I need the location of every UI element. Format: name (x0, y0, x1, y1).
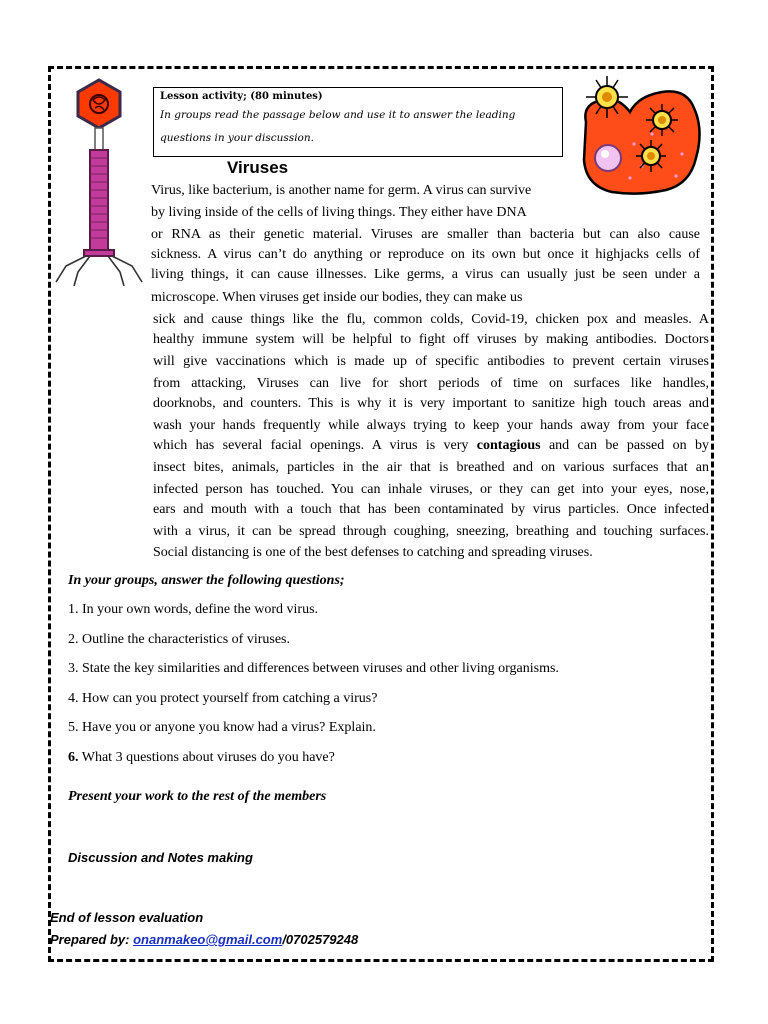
passage-line: healthy immune system will be helpful to fight off viruses by making antibodies. Doctors (153, 332, 709, 347)
virus-3 (636, 140, 666, 172)
passage-line: Virus, like bacterium, is another name for germ. A virus can survive (151, 183, 532, 198)
question-2: 2. Outline the characteristics of viruses. (68, 632, 290, 647)
question-4: 4. How can you protect yourself from catching a virus? (68, 691, 378, 706)
infected-cell-icon (578, 74, 708, 202)
phone-number: /0702579248 (282, 932, 359, 947)
lesson-activity-box (153, 87, 563, 157)
prepared-by-label: Prepared by: (50, 932, 134, 947)
question-6-text: What 3 questions about viruses do you have? (78, 750, 335, 765)
contagious-bold: contagious (476, 438, 541, 453)
passage-line: insect bites, animals, particles in the air that is breathed and on various surfaces that an (153, 460, 709, 475)
question-3: 3. State the key similarities and differences between viruses and other living organisms. (68, 661, 559, 676)
questions-heading: In your groups, answer the following questions; (68, 573, 345, 588)
evaluation-heading: End of lesson evaluation (50, 910, 204, 925)
passage-line: doorknobs, and counters. This is why it is very important to sanitize high touch areas and (153, 396, 709, 411)
passage-line: microscope. When viruses get inside our bodies, they can make us (151, 290, 523, 305)
passage-line: from attacking, Viruses can live for short periods of time on surfaces like handles, (153, 376, 709, 391)
email-link[interactable]: onanmakeo@gmail.com (133, 932, 283, 947)
instruction-line-1: In groups read the passage below and use it to answer the leading (160, 109, 516, 121)
passage-text: and can be passed on by (540, 438, 709, 453)
lesson-activity-heading: Lesson activity; (80 minutes) (160, 91, 323, 102)
passage-line: by living inside of the cells of living things. They either have DNA (151, 205, 527, 220)
passage-text: which has several facial openings. A virus is very (153, 438, 477, 453)
question-6 (68, 750, 335, 766)
virus-2 (646, 104, 678, 136)
passage-line: sick and cause things like the flu, common colds, Covid-19, chicken pox and measles. A (153, 312, 709, 327)
question-6-number: 6. (68, 750, 79, 765)
prepared-by (50, 932, 358, 947)
present-instruction: Present your work to the rest of the members (68, 789, 327, 804)
passage-line: or RNA as their genetic material. Viruses are smaller than bacteria but can also cause (151, 227, 700, 242)
page-title: Viruses (227, 158, 289, 177)
passage-line: Social distancing is one of the best defenses to catching and spreading viruses. (153, 545, 593, 560)
discussion-heading: Discussion and Notes making (68, 850, 253, 865)
passage-line (153, 436, 709, 455)
instruction-line-2: questions in your discussion. (160, 132, 314, 144)
passage-line: with a virus, it can be spread through coughing, sneezing, breathing and touching surfaces. (153, 524, 709, 539)
passage-line: living things, it can cause illnesses. Like germs, a virus can usually just be seen under a (151, 267, 700, 282)
passage-line: ears and mouth with a touch that has been contaminated by virus particles. Once infected (153, 502, 709, 517)
bacteriophage-icon (50, 76, 150, 286)
passage-line: sickness. A virus can’t do anything or reproduce on its own but once it highjacks cells of (151, 247, 700, 262)
passage-line: infected person has touched. You can inhale viruses, or they can get into your eyes, nose, (153, 482, 709, 497)
passage-line: wash your hands frequently while always trying to keep your hands away from your face (153, 418, 709, 433)
passage-line: will give vaccinations which is made up of specific antibodies to prevent certain viruses (153, 354, 709, 369)
question-1: 1. In your own words, define the word virus. (68, 602, 319, 617)
question-5: 5. Have you or anyone you know had a virus? Explain. (68, 720, 376, 735)
